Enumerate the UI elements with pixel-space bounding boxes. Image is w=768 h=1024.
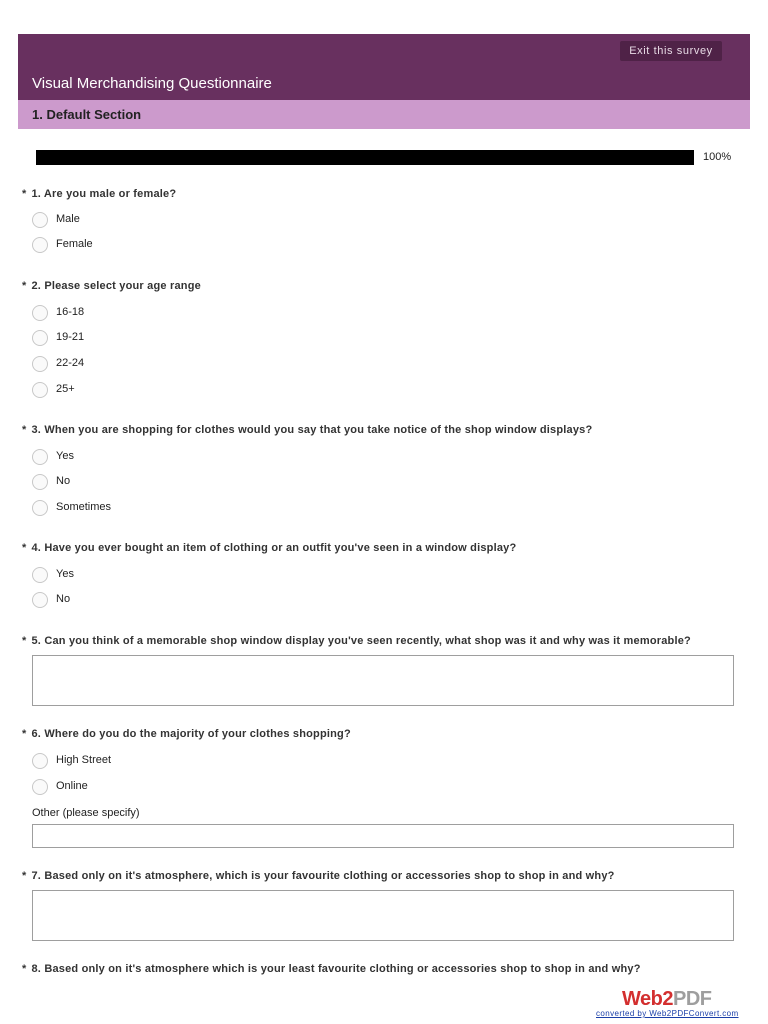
radio-button[interactable] (32, 305, 48, 321)
radio-button[interactable] (32, 330, 48, 346)
answer-5-textarea[interactable] (32, 655, 734, 706)
question-1 (22, 188, 176, 200)
required-marker: * (22, 728, 27, 740)
question-3-text: 3. When you are shopping for clothes would you say that you take notice of the shop window displays? (31, 424, 593, 436)
radio-button[interactable] (32, 500, 48, 516)
exit-survey-button[interactable]: Exit this survey (620, 41, 722, 61)
radio-button[interactable] (32, 237, 48, 253)
survey-title: Visual Merchandising Questionnaire (32, 75, 272, 92)
question-6 (22, 728, 351, 740)
option-label: 22-24 (56, 357, 85, 369)
logo-part-pdf: PDF (672, 988, 712, 1010)
converter-link[interactable]: converted by Web2PDFConvert.com (596, 1009, 739, 1018)
required-marker: * (22, 635, 27, 647)
progress-label: 100% (703, 151, 732, 163)
other-specify-input[interactable] (32, 824, 734, 848)
required-marker: * (22, 542, 27, 554)
option-label: Yes (56, 450, 74, 462)
option-label: Yes (56, 568, 74, 580)
other-specify-label: Other (please specify) (32, 807, 140, 819)
question-2 (22, 280, 201, 292)
option-label: 16-18 (56, 306, 85, 318)
question-2-text: 2. Please select your age range (31, 280, 201, 292)
option-label: No (56, 593, 71, 605)
required-marker: * (22, 424, 27, 436)
question-5-text: 5. Can you think of a memorable shop window display you've seen recently, what shop was it and why was it memorable? (31, 635, 691, 647)
question-7 (22, 870, 615, 882)
answer-7-textarea[interactable] (32, 890, 734, 941)
question-5 (22, 635, 691, 647)
option-label: Male (56, 213, 80, 225)
question-7-text: 7. Based only on it's atmosphere, which is your favourite clothing or accessories shop to shop in and why? (31, 870, 615, 882)
option-label: Sometimes (56, 501, 112, 513)
required-marker: * (22, 870, 27, 882)
question-6-text: 6. Where do you do the majority of your clothes shopping? (31, 728, 351, 740)
section-header (18, 100, 750, 129)
radio-button[interactable] (32, 474, 48, 490)
radio-button[interactable] (32, 356, 48, 372)
question-3 (22, 424, 592, 436)
option-label: 25+ (56, 383, 75, 395)
radio-button[interactable] (32, 753, 48, 769)
logo-part-web2: Web2 (622, 988, 673, 1010)
question-8-text: 8. Based only on it's atmosphere which is your least favourite clothing or accessories shop to shop in and why? (31, 963, 641, 975)
option-label: No (56, 475, 71, 487)
question-1-text: 1. Are you male or female? (31, 188, 177, 200)
radio-button[interactable] (32, 449, 48, 465)
radio-button[interactable] (32, 592, 48, 608)
option-label: Online (56, 780, 88, 792)
option-label: Female (56, 238, 93, 250)
required-marker: * (22, 963, 27, 975)
section-title: 1. Default Section (32, 107, 142, 122)
radio-button[interactable] (32, 212, 48, 228)
web2pdf-logo (622, 988, 722, 1010)
progress-bar (36, 150, 694, 165)
option-label: 19-21 (56, 331, 85, 343)
required-marker: * (22, 280, 27, 292)
progress-fill (36, 150, 694, 165)
radio-button[interactable] (32, 567, 48, 583)
question-4 (22, 542, 516, 554)
radio-button[interactable] (32, 382, 48, 398)
option-label: High Street (56, 754, 112, 766)
question-4-text: 4. Have you ever bought an item of clothing or an outfit you've seen in a window display? (31, 542, 517, 554)
question-8 (22, 963, 641, 975)
radio-button[interactable] (32, 779, 48, 795)
survey-header (18, 34, 750, 100)
required-marker: * (22, 188, 27, 200)
